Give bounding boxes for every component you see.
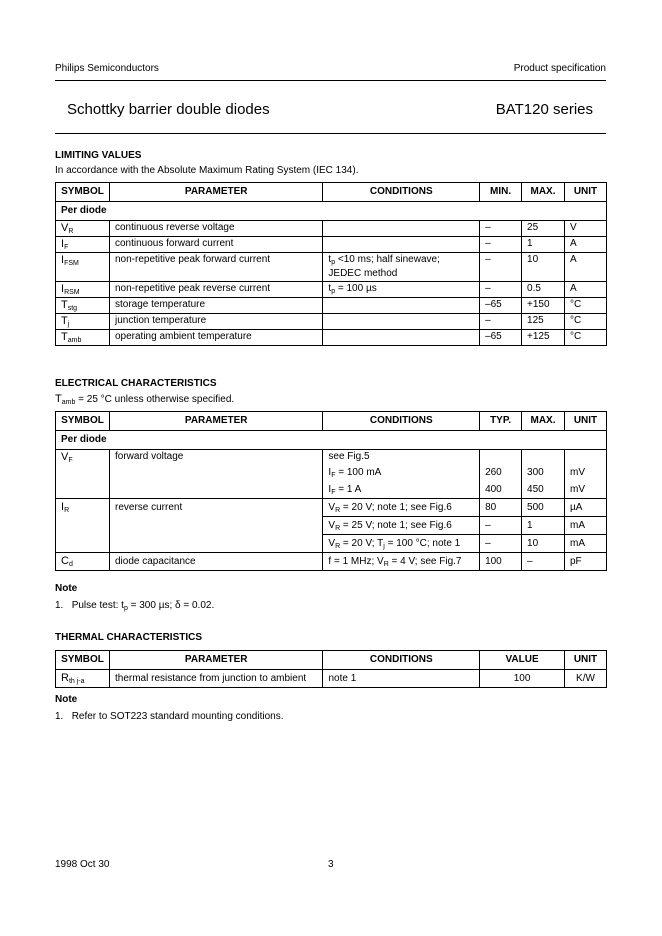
group-label: Per diode [56,202,607,221]
max-value: 300 [522,464,565,481]
max-value: 25 [522,221,565,237]
symbol: R [61,672,69,684]
unit: µA [564,499,606,517]
symbol-sub: F [64,244,69,251]
parameter: continuous forward current [109,237,322,253]
symbol-sub: th j-a [68,678,85,685]
unit: A [564,237,606,253]
unit: °C [564,298,606,314]
symbol-sub: amb [67,337,82,344]
col-header: UNIT [564,412,606,431]
electrical-note-heading: Note [55,583,78,594]
cond-text: = 20 V; T [340,538,384,549]
unit: °C [564,314,606,330]
col-header: UNIT [565,651,607,670]
max-value: 10 [522,535,565,553]
col-header: VALUE [480,651,565,670]
cond-text: = 1 A [335,484,362,495]
note-text: Refer to SOT223 standard mounting conditions. [71,711,284,722]
typ-value: 400 [480,481,522,499]
footer-date: 1998 Oct 30 [55,859,110,870]
conditions [323,464,480,481]
limiting-values-heading: LIMITING VALUES [55,150,142,161]
limiting-values-table [55,182,607,346]
max-value: – [522,553,565,571]
page-number: 3 [328,859,334,870]
symbol: V [61,451,69,463]
conditions: see Fig.5 [323,450,480,465]
page-title: Schottky barrier double diodes [67,101,270,118]
table-header-row [56,183,607,202]
table-row [56,221,607,237]
cond-text: I [328,484,332,495]
col-header: CONDITIONS [323,183,480,202]
cond-text: = 4 V; see Fig.7 [388,556,462,567]
cond-text: <10 ms; half sinewave; [335,254,440,265]
conditions [323,481,480,499]
symbol: I [61,283,65,295]
conditions [323,330,480,346]
parameter: junction temperature [109,314,322,330]
min-value: – [480,237,522,253]
table-row [56,450,607,465]
conditions [323,282,480,298]
parameter: forward voltage [109,450,322,499]
col-header: PARAMETER [109,651,322,670]
parameter: operating ambient temperature [109,330,322,346]
cond-text: = 100 µs [335,283,377,294]
thermal-table [55,650,607,688]
symbol-sub: d [68,561,73,568]
table-row [56,314,607,330]
symbol: T [61,315,68,327]
conditions [323,298,480,314]
symbol-sub: RSM [64,289,80,296]
symbol: I [61,238,65,250]
unit: V [564,221,606,237]
max-value: 1 [522,237,565,253]
col-header: SYMBOL [56,183,110,202]
symbol: T [61,331,68,343]
header-rule [55,80,606,81]
table-row [56,553,607,571]
max-value: 125 [522,314,565,330]
typ-value: 100 [480,553,522,571]
unit: pF [564,553,606,571]
max-value: +125 [522,330,565,346]
electrical-table [55,411,607,571]
max-value: +150 [522,298,565,314]
typ-value: – [480,535,522,553]
conditions [323,314,480,330]
thermal-note [55,711,283,722]
unit: mV [564,464,606,481]
parameter: storage temperature [109,298,322,314]
min-value: –65 [480,330,522,346]
typ-value: 260 [480,464,522,481]
parameter: thermal resistance from junction to ambient [109,670,322,688]
unit: A [564,282,606,298]
document-type: Product specification [513,63,606,74]
cond-text: = 100 °C; note 1 [384,538,461,549]
col-header: SYMBOL [56,412,110,431]
parameter: continuous reverse voltage [109,221,322,237]
cond-text: = 100 mA [335,467,382,478]
col-header: CONDITIONS [323,651,480,670]
table-row [56,253,607,282]
unit: mV [564,481,606,499]
subtitle-text: = 25 °C unless otherwise specified. [75,394,235,405]
min-value: –65 [480,298,522,314]
symbol: V [61,222,69,234]
cond-text: V [328,538,336,549]
cond-text: JEDEC method [328,268,398,279]
max-value: 500 [522,499,565,517]
min-value: – [480,221,522,237]
electrical-subtitle [55,393,234,405]
group-label: Per diode [56,431,607,450]
thermal-note-heading: Note [55,694,78,705]
cond-sub: R [335,525,341,532]
typ-value: 80 [480,499,522,517]
conditions: note 1 [323,670,480,688]
conditions [323,499,480,517]
cond-text: V [328,502,336,513]
parameter: non-repetitive peak forward current [109,253,322,282]
col-header: MIN. [480,183,522,202]
value: 100 [480,670,565,688]
symbol: I [61,254,65,266]
symbol-sub: j [67,321,70,328]
unit: K/W [565,670,607,688]
symbol-sub: R [64,507,70,514]
parameter: non-repetitive peak reverse current [109,282,322,298]
cond-text: t [328,254,332,265]
symbol-sub: stg [67,305,78,312]
col-header: MAX. [522,183,565,202]
unit: °C [564,330,606,346]
limiting-values-subtitle: In accordance with the Absolute Maximum Rating System (IEC 134). [55,165,359,176]
symbol-sub: FSM [64,260,79,267]
cond-sub: R [383,561,389,568]
table-row [56,237,607,253]
table-row [56,670,607,688]
conditions [323,237,480,253]
electrical-heading: ELECTRICAL CHARACTERISTICS [55,378,217,389]
cond-sub: p [331,259,336,266]
note-text: = 300 µs; δ = 0.02. [127,600,215,611]
typ-value: – [480,517,522,535]
max-value: 450 [522,481,565,499]
cond-text: I [328,467,332,478]
col-header: PARAMETER [109,183,322,202]
table-row [56,499,607,517]
note-number: 1. [55,600,64,611]
title-rule [55,133,606,134]
conditions [323,553,480,571]
subtitle-symbol: T [55,393,62,405]
conditions [323,253,480,282]
subtitle-sub: amb [61,399,76,406]
symbol-sub: R [68,228,74,235]
cond-sub: j [383,543,385,550]
note-sub: p [123,605,128,612]
table-header-row [56,412,607,431]
thermal-heading: THERMAL CHARACTERISTICS [55,632,203,643]
min-value: – [480,282,522,298]
electrical-note [55,600,214,611]
symbol: C [61,555,69,567]
col-header: UNIT [564,183,606,202]
conditions [323,535,480,553]
parameter: diode capacitance [109,553,322,571]
cond-text: t [328,283,332,294]
cond-text: V [328,520,336,531]
cond-sub: R [335,543,341,550]
company-name: Philips Semiconductors [55,63,159,74]
max-value: 0.5 [522,282,565,298]
symbol: T [61,299,68,311]
cond-sub: p [331,288,336,295]
min-value: – [480,314,522,330]
unit: mA [564,517,606,535]
table-row [56,298,607,314]
col-header: SYMBOL [56,651,110,670]
cond-text: f = 1 MHz; V [328,556,384,567]
note-number: 1. [55,711,64,722]
table-row [56,282,607,298]
col-header: TYP. [480,412,522,431]
col-header: MAX. [522,412,565,431]
part-number: BAT120 series [495,101,593,118]
cond-sub: R [335,507,341,514]
col-header: PARAMETER [109,412,322,431]
unit: A [564,253,606,282]
cond-text: = 20 V; note 1; see Fig.6 [340,502,452,513]
note-text: Pulse test: t [71,600,124,611]
cond-sub: F [331,489,336,496]
cond-sub: F [331,472,336,479]
max-value: 1 [522,517,565,535]
table-row [56,330,607,346]
min-value: – [480,253,522,282]
conditions [323,221,480,237]
parameter: reverse current [109,499,322,553]
symbol: I [61,501,65,513]
unit: mA [564,535,606,553]
symbol-sub: F [68,457,73,464]
conditions [323,517,480,535]
table-header-row [56,651,607,670]
col-header: CONDITIONS [323,412,480,431]
cond-text: = 25 V; note 1; see Fig.6 [340,520,452,531]
max-value: 10 [522,253,565,282]
